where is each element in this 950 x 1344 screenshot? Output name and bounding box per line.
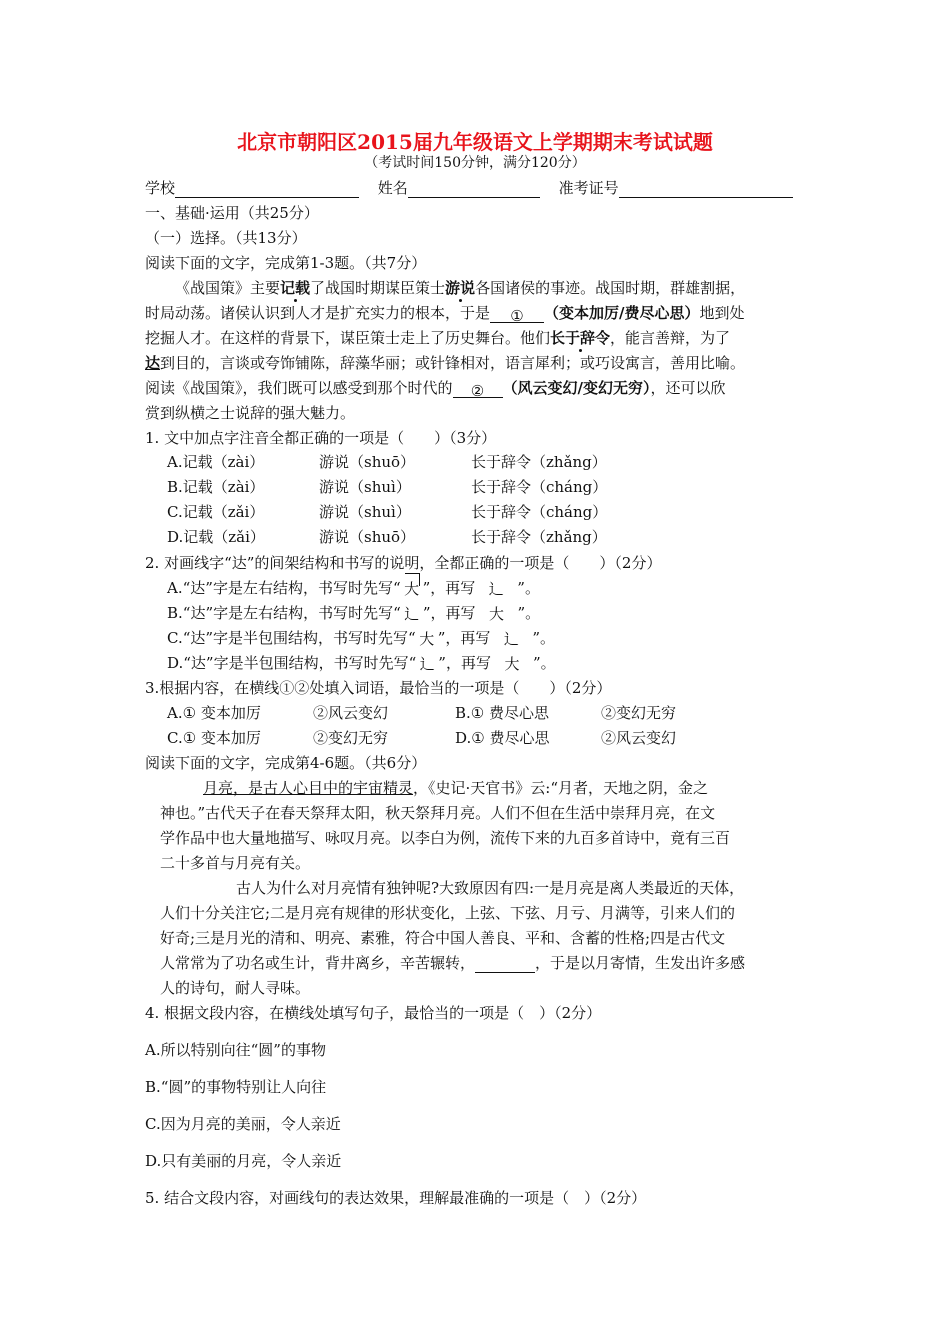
text: ”，再写 xyxy=(422,579,476,597)
q3-options-row2 xyxy=(167,728,676,748)
passage2-line xyxy=(203,778,708,798)
word-choice: （风云变幻/变幻无穷） xyxy=(502,379,651,397)
option-cell: 长于辞令（cháng） xyxy=(471,503,608,521)
option-cell: 游说（shuō） xyxy=(319,528,416,546)
q3-option-a-2: ②风云变幻 xyxy=(313,704,389,722)
passage2-line: 神也。”古代天子在春天祭拜太阳，秋天祭拜月亮。人们不但在生活中崇拜月亮，在文 xyxy=(160,804,716,822)
word-choice: （变本加厉/费尽心思） xyxy=(544,304,700,322)
q3-option-a[interactable]: A.① 变本加厉 xyxy=(167,704,261,722)
text: ”，再写 xyxy=(438,654,491,672)
passage1-line xyxy=(145,378,726,398)
question-1-stem: 1. 文中加点字注音全都正确的一项是（ ）（3分） xyxy=(145,429,497,447)
underlined-sentence: 月亮，是古人心目中的宇宙精灵 xyxy=(203,779,414,797)
text: ，能言善辩，为了 xyxy=(610,329,731,347)
blank-2[interactable] xyxy=(453,381,503,398)
option-cell: B.记载（zài） xyxy=(167,478,265,496)
id-label: 准考证号 xyxy=(558,179,619,197)
q4-option-c[interactable]: C.因为月亮的美丽，令人亲近 xyxy=(145,1115,341,1133)
option-cell: 长于辞令（zhǎng） xyxy=(471,528,607,546)
q2-option-a[interactable] xyxy=(167,578,540,599)
q4-option-a[interactable]: A.所以特别向往“圆”的事物 xyxy=(145,1041,326,1059)
text: 挖掘人才。在这样的背景下，谋臣策士走上了历史舞台。他们 xyxy=(145,329,551,347)
text: A.“达”字是左右结构，书写时先写“ xyxy=(167,579,401,597)
option-cell: 游说（shuì） xyxy=(319,503,411,521)
q3-option-d[interactable]: D.① 费尽心思 xyxy=(455,729,550,747)
passage2-line: 二十多首与月亮有关。 xyxy=(160,854,311,872)
q1-option-d[interactable] xyxy=(167,527,607,547)
passage2-line: 人的诗句，耐人寻味。 xyxy=(160,979,311,997)
school-field[interactable] xyxy=(175,181,359,198)
question-4-stem: 4. 根据文段内容，在横线处填写句子，最恰当的一项是（ ）（2分） xyxy=(145,1004,602,1022)
option-cell: C.记载（zǎi） xyxy=(167,503,265,521)
passage2-line xyxy=(160,953,745,973)
text: 阅读《战国策》，我们既可以感受到那个时代的 xyxy=(145,379,453,397)
handwriting-glyph: 大 xyxy=(488,605,504,623)
option-cell: 长于辞令（zhǎng） xyxy=(471,453,607,471)
handwriting-glyph: 辶 xyxy=(404,605,420,623)
answer-blank[interactable] xyxy=(475,956,535,973)
school-label: 学校 xyxy=(145,179,176,197)
dotted-word: 记载 xyxy=(280,279,311,297)
text: ，于是以月寄情，生发出许多感 xyxy=(535,954,746,972)
passage1-line xyxy=(145,328,730,348)
passage1-line xyxy=(175,278,745,298)
handwriting-glyph: 大 xyxy=(504,655,520,673)
text: 《战国策》主要 xyxy=(175,279,281,297)
text: 各国诸侯的事迹。战国时期，群雄割据， xyxy=(475,279,746,297)
q3-options-row1 xyxy=(167,703,676,723)
text: 到目的，言谈或夸饰铺陈，辞藻华丽；或针锋相对，语言犀利；或巧设寓言，善用比喻。 xyxy=(160,354,746,372)
underlined-char: 达 xyxy=(145,354,161,372)
text: 时局动荡。诸侯认识到人才是扩充实力的根本，于是 xyxy=(145,304,491,322)
handwriting-glyph xyxy=(401,579,423,599)
exam-subtitle: （考试时间150分钟，满分120分） xyxy=(364,155,586,171)
q3-option-d-2: ②风云变幻 xyxy=(601,729,677,747)
stroke-box xyxy=(405,573,420,586)
id-field[interactable] xyxy=(619,181,793,198)
name-label: 姓名 xyxy=(377,179,408,197)
text: C.“达”字是半包围结构，书写时先写“ xyxy=(167,629,416,647)
text: ”。 xyxy=(517,604,541,622)
handwriting-glyph: 辶 xyxy=(503,630,519,648)
option-cell: 长于辞令（cháng） xyxy=(471,478,608,496)
q4-option-d[interactable]: D.只有美丽的月亮，令人亲近 xyxy=(145,1152,342,1170)
text: 人常常为了功名或生计，背井离乡，辛苦辗转， xyxy=(160,954,476,972)
option-cell: D.记载（zǎi） xyxy=(167,528,265,546)
handwriting-glyph: 辶 xyxy=(419,655,435,673)
q3-option-b-2: ②变幻无穷 xyxy=(601,704,677,722)
passage2-line: 人们十分关注它;二是月亮有规律的形状变化，上弦、下弦、月亏、月满等，引来人们的 xyxy=(160,904,736,922)
text: D.“达”字是半包围结构，书写时先写“ xyxy=(167,654,417,672)
text: ，《史记·天官书》云:“月者，天地之阴，金之 xyxy=(413,779,709,797)
passage1-line xyxy=(145,303,745,323)
text: ”。 xyxy=(517,579,540,597)
section-heading: 一、基础·运用（共25分） xyxy=(145,204,319,222)
q2-option-b[interactable] xyxy=(167,603,540,624)
q1-option-b[interactable] xyxy=(167,477,607,497)
name-field[interactable] xyxy=(408,181,540,198)
q3-option-b[interactable]: B.① 费尽心思 xyxy=(455,704,550,722)
text: ”。 xyxy=(532,629,556,647)
blank-number: ① xyxy=(510,307,524,325)
text: ，还可以欣 xyxy=(650,379,726,397)
q2-option-c[interactable] xyxy=(167,628,555,649)
question-3-stem: 3.根据内容，在横线①②处填入词语，最恰当的一项是（ ）（2分） xyxy=(145,679,612,697)
reading-instruction-1: 阅读下面的文字，完成第1-3题。（共7分） xyxy=(145,254,427,272)
q4-option-b[interactable]: B.“圆”的事物特别让人向往 xyxy=(145,1078,327,1096)
info-line xyxy=(145,178,793,198)
text: ”，再写 xyxy=(437,629,491,647)
blank-1[interactable] xyxy=(490,306,544,323)
passage2-line: 好奇;三是月光的清和、明亮、素雅，符合中国人善良、平和、含蓄的性格;四是古代文 xyxy=(160,929,726,947)
q1-option-c[interactable] xyxy=(167,502,607,522)
text: ”，再写 xyxy=(422,604,476,622)
passage1-line: 赏到纵横之士说辞的强大魅力。 xyxy=(145,404,356,422)
passage1-line xyxy=(145,353,745,373)
option-cell: A.记载（zài） xyxy=(167,453,265,471)
q1-option-a[interactable] xyxy=(167,452,607,472)
passage2-line: 古人为什么对月亮情有独钟呢?大致原因有四:一是月亮是离人类最近的天体， xyxy=(236,879,745,897)
option-cell: 游说（shuō） xyxy=(319,453,416,471)
glyph-char: 大 xyxy=(404,580,420,598)
text: B.“达”字是左右结构，书写时先写“ xyxy=(167,604,401,622)
text: ”。 xyxy=(532,654,556,672)
subsection-heading: （一）选择。（共13分） xyxy=(145,229,307,247)
question-5-stem: 5. 结合文段内容，对画线句的表达效果，理解最准确的一项是（ ）（2分） xyxy=(145,1189,647,1207)
exam-title: 北京市朝阳区2015届九年级语文上学期期末考试试题 xyxy=(237,130,713,154)
q3-option-c[interactable]: C.① 变本加厉 xyxy=(167,729,261,747)
reading-instruction-2: 阅读下面的文字，完成第4-6题。（共6分） xyxy=(145,754,427,772)
option-cell: 游说（shuì） xyxy=(319,478,411,496)
handwriting-glyph: 辶 xyxy=(488,580,504,598)
text: 地到处 xyxy=(699,304,745,322)
blank-number: ② xyxy=(470,382,485,400)
dotted-word: 游说 xyxy=(445,279,476,297)
handwriting-glyph: 大 xyxy=(419,630,435,648)
text: 了战国时期谋臣策士 xyxy=(310,279,446,297)
q2-option-d[interactable] xyxy=(167,653,556,674)
passage2-line: 学作品中也大量地描写、咏叹月亮。以李白为例，流传下来的九百多首诗中，竟有三百 xyxy=(160,829,731,847)
question-2-stem: 2. 对画线字“达”的间架结构和书写的说明，全都正确的一项是（ ）（2分） xyxy=(145,554,662,572)
q3-option-c-2: ②变幻无穷 xyxy=(313,729,389,747)
dotted-word: 长于辞令 xyxy=(550,329,611,347)
